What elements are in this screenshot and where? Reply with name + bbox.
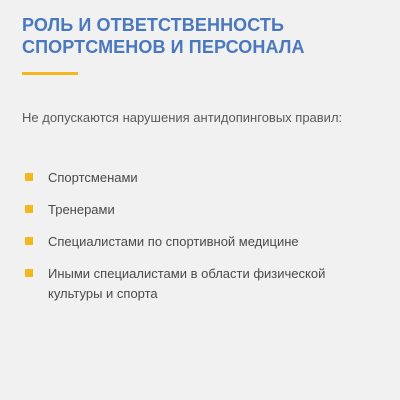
title-underline — [22, 72, 78, 75]
bullet-text: Спортсменами — [48, 170, 138, 185]
bullet-item-athletes — [22, 168, 382, 188]
bullet-square-icon — [25, 173, 33, 181]
slide-title — [22, 14, 382, 58]
bullet-text: Иными специалистами в области физической культуры и спорта — [48, 266, 326, 301]
bullet-square-icon — [25, 269, 33, 277]
bullet-item-other-specialists — [22, 264, 382, 304]
bullet-list — [22, 168, 382, 304]
bullet-square-icon — [25, 237, 33, 245]
bullet-item-coaches — [22, 200, 382, 220]
bullet-text: Тренерами — [48, 202, 115, 217]
slide-title-line-2: СПОРТСМЕНОВ И ПЕРСОНАЛА — [22, 37, 305, 57]
slide-title-line-1: РОЛЬ И ОТВЕТСТВЕННОСТЬ — [22, 15, 285, 35]
intro-text: Не допускаются нарушения антидопинговых правил: — [22, 110, 343, 125]
bullet-text: Специалистами по спортивной медицине — [48, 234, 299, 249]
bullet-square-icon — [25, 205, 33, 213]
bullet-item-sports-medicine — [22, 232, 382, 252]
